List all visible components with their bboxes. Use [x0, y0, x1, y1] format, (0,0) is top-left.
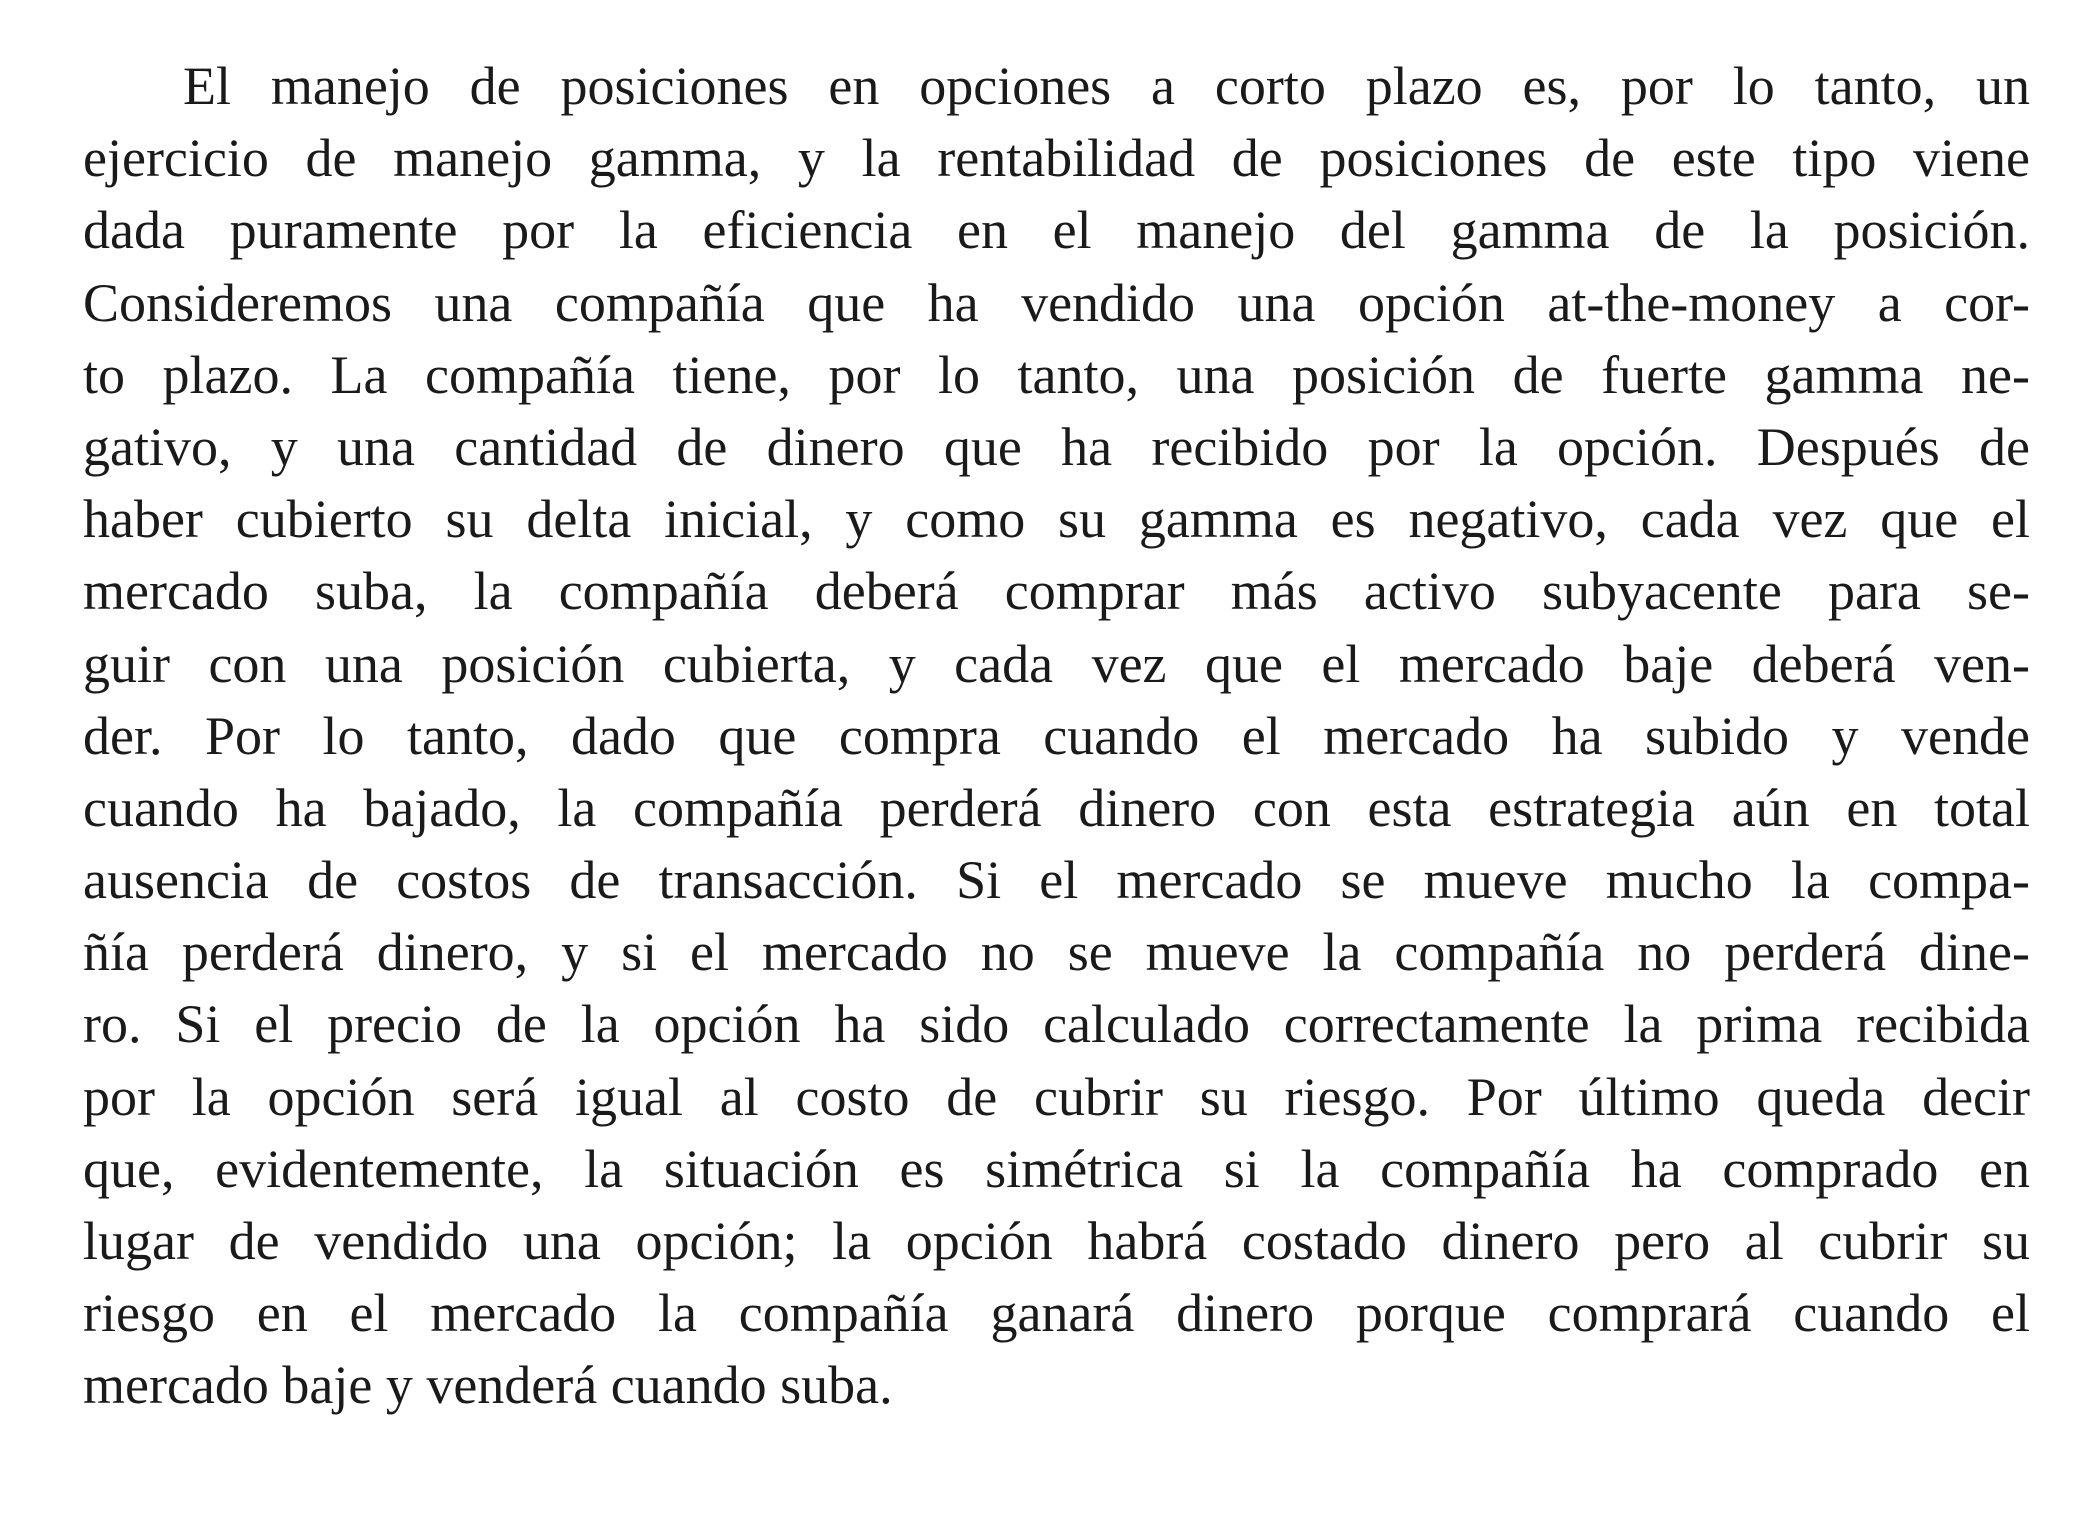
text-line: mercado baje y venderá cuando suba. — [83, 1355, 893, 1416]
text-line: ausencia de costos de transacción. Si el mercado se mueve mucho la compa- — [83, 850, 2030, 911]
text-line: guir con una posición cubierta, y cada vez que el mercado baje deberá ven- — [83, 633, 2030, 694]
text-line: haber cubierto su delta inicial, y como su gamma es negativo, cada vez que el — [83, 489, 2030, 550]
text-line: dada puramente por la eficiencia en el manejo del gamma de la posición. — [83, 200, 2030, 261]
text-line: ejercicio de manejo gamma, y la rentabilidad de posiciones de este tipo viene — [83, 128, 2030, 189]
text-line: ñía perderá dinero, y si el mercado no se mueve la compañía no perderá dine- — [83, 922, 2030, 983]
text-line: lugar de vendido una opción; la opción habrá costado dinero pero al cubrir su — [83, 1211, 2030, 1271]
body-paragraph — [83, 50, 2030, 1422]
text-line: mercado suba, la compañía deberá comprar más activo subyacente para se- — [83, 561, 2030, 622]
text-line: gativo, y una cantidad de dinero que ha recibido por la opción. Después de — [83, 416, 2030, 477]
text-line: riesgo en el mercado la compañía ganará dinero porque comprará cuando el — [83, 1283, 2030, 1344]
text-line: der. Por lo tanto, dado que compra cuando el mercado ha subido y vende — [83, 705, 2030, 766]
text-line: cuando ha bajado, la compañía perderá dinero con esta estrategia aún en total — [83, 777, 2030, 838]
text-line: Consideremos una compañía que ha vendido una opción at-the-money a cor- — [83, 272, 2030, 333]
text-line: El manejo de posiciones en opciones a corto plazo es, por lo tanto, un — [183, 56, 2030, 116]
text-line: to plazo. La compañía tiene, por lo tanto, una posición de fuerte gamma ne- — [83, 344, 2030, 405]
text-line: que, evidentemente, la situación es simétrica si la compañía ha comprado en — [83, 1138, 2030, 1199]
text-line: por la opción será igual al costo de cubrir su riesgo. Por último queda decir — [83, 1066, 2030, 1127]
text-line: ro. Si el precio de la opción ha sido calculado correctamente la prima recibida — [83, 994, 2030, 1055]
